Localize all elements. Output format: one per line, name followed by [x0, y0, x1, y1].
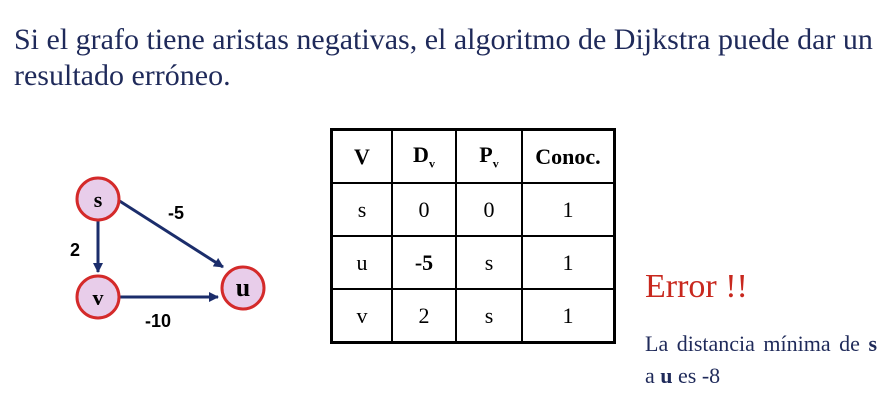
edge-label-s-v: 2	[69, 240, 81, 260]
header-pv: $P_v$	[456, 130, 522, 184]
note-text: La distancia mínima de s a u es -8	[645, 331, 877, 388]
cell-v: s	[332, 183, 393, 236]
cell-d: 0	[392, 183, 456, 236]
header-v: V	[332, 130, 393, 184]
table-header-row	[332, 130, 615, 184]
node-v	[77, 276, 119, 318]
edge-label-v-u: -10	[144, 311, 172, 331]
node-label-v: v	[92, 285, 104, 310]
edge-label-s-u: -5	[167, 203, 185, 223]
node-label-s: s	[93, 187, 103, 212]
table-row	[332, 236, 615, 289]
error-label: Error !!	[645, 268, 748, 305]
cell-conoc: 1	[522, 236, 615, 289]
cell-conoc: 1	[522, 183, 615, 236]
cell-p: 0	[456, 183, 522, 236]
node-label-u: u	[235, 273, 251, 302]
graph-diagram	[60, 170, 300, 340]
node-u	[222, 267, 264, 309]
cell-d-negative: -5	[392, 236, 456, 289]
table-row	[332, 289, 615, 343]
table-row	[332, 183, 615, 236]
cell-d: 2	[392, 289, 456, 343]
cell-v: v	[332, 289, 393, 343]
cell-p: s	[456, 236, 522, 289]
cell-v: u	[332, 236, 393, 289]
header-dv: $D_v$	[392, 130, 456, 184]
dijkstra-table	[330, 128, 616, 344]
cell-conoc: 1	[522, 289, 615, 343]
header-conoc: Conoc.	[522, 130, 615, 184]
slide-title: Si el grafo tiene aristas negativas, el algoritmo de Dijkstra puede dar un resultado erróneo.	[14, 23, 873, 92]
cell-p: s	[456, 289, 522, 343]
node-s	[77, 178, 119, 220]
